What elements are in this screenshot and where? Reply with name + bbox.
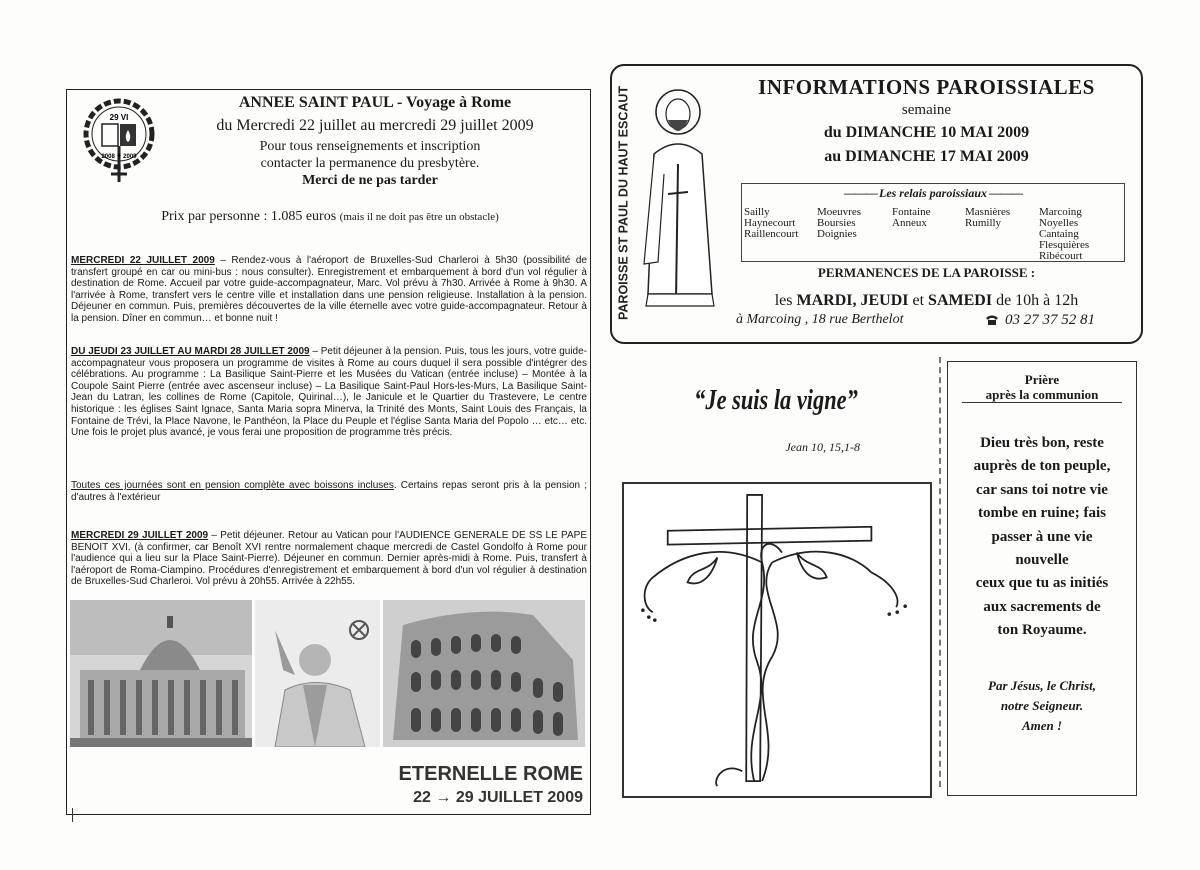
prayer-subtitle: après la communion	[985, 387, 1099, 402]
eternal-rome-dates: 22 → 29 JUILLET 2009	[413, 789, 583, 806]
village-column	[892, 207, 931, 229]
permanences-address: à Marcoing , 18 rue Berthelot	[736, 312, 904, 327]
price-text: Prix par personne : 1.085 euros	[161, 209, 337, 224]
day-label: DU JEUDI 23 JUILLET AU MARDI 28 JUILLET 2009	[71, 346, 310, 357]
perm-days-saturday: SAMEDI	[928, 292, 993, 309]
itinerary-day-1	[71, 255, 587, 325]
prayer-line: passer à une vie	[991, 528, 1093, 545]
prayer-line: ceux que tu as initiés	[975, 575, 1109, 592]
prayer-line: car sans toi notre vie	[976, 481, 1108, 498]
vine-quote: “Je suis la vigne”	[694, 385, 858, 416]
village: Haynecourt	[744, 217, 796, 229]
prayer-line: Dieu très bon, reste	[980, 435, 1104, 451]
village-column	[1039, 207, 1089, 262]
trip-urge: Merci de ne pas tarder	[302, 173, 438, 188]
village: Noyelles	[1039, 217, 1079, 229]
itinerary-days-2-7	[71, 346, 587, 439]
prayer-divider	[939, 357, 941, 787]
prayer-closing-line: Amen !	[1021, 718, 1063, 733]
village-column	[817, 207, 861, 240]
itinerary-meals-note	[71, 480, 587, 503]
perm-days-hours: de 10h à 12h	[992, 292, 1079, 309]
itinerary-day-8	[71, 530, 587, 588]
seal-text-top: 29 VI	[109, 113, 129, 122]
perm-days-prefix: les	[774, 292, 797, 309]
telephone-icon	[985, 314, 999, 325]
trip-info-line: contacter la permanence du presbytère.	[260, 156, 480, 171]
parish-name: PAROISSE ST PAUL DU HAUT ESCAUT	[616, 85, 631, 321]
info-date-from: du DIMANCHE 10 MAI 2009	[823, 124, 1030, 141]
colosseum-photo	[383, 600, 585, 747]
prayer-closing-line: Par Jésus, le Christ,	[988, 678, 1096, 693]
saint-paul-year-seal	[80, 94, 158, 186]
prayer-body	[950, 432, 1134, 643]
prayer-line: nouvelle	[1015, 552, 1069, 569]
village: Boursies	[817, 217, 856, 229]
trip-dates: du Mercredi 22 juillet au mercredi 29 juillet 2009	[216, 117, 534, 134]
saint-peter-basilica-photo	[70, 600, 252, 747]
day-label: MERCREDI 29 JUILLET 2009	[71, 530, 209, 541]
permanences-days	[720, 292, 1133, 310]
prayer-closing	[950, 676, 1134, 736]
permanences-title: PERMANENCES DE LA PAROISSE :	[817, 265, 1036, 280]
village: Moeuvres	[817, 206, 861, 218]
seal-text-bottom: 2008 ✝ 2009	[101, 154, 137, 160]
trip-price	[110, 209, 550, 225]
village: Cantaing	[1039, 228, 1079, 240]
village: Ribécourt	[1039, 250, 1083, 262]
vine-reference: Jean 10, 15,1-8	[785, 440, 860, 454]
village: Masnières	[965, 206, 1011, 218]
village: Rumilly	[965, 217, 1002, 229]
prayer-line: aux sacrements de	[983, 598, 1101, 615]
prayer-underline	[962, 402, 1122, 403]
phone-number: 03 27 37 52 81	[1005, 312, 1095, 328]
day-text: – Petit déjeuner à la pension. Puis, tous les jours, votre guide-accompagnateur vous proposera un programme de visites à Rome au cours duquel il sera possible d'intégrer des célébrations. Au programme : La Basilique Saint-Pierre et les Musées du Vatican (entrée incluse) – Montée à la Coupole Saint Pierre (entrée avec ascenseur incluse) – La Basilique Saint-Paul Hors-les-Murs, La Basilique Saint-Jean du Latran, les collines de Rome (Capitole, Quirinal…), le Janicule et le Quartier du Trastevere, Le centre historique : les églises Saint Ignace, Santa Maria sopra Minerva, la Trinité des Monts, Saint Louis des Français, la Fontaine de Trévi, la Place Navone, le Panthéon, la Place du Peuple et l'église Santa Maria del Popolo … etc… etc. Une fois le projet plus avancé, je vous ferai une proposition de programme très précis.	[71, 346, 587, 439]
perm-days-weekdays: MARDI, JEUDI	[796, 292, 909, 309]
panel-corner-mark	[72, 808, 73, 822]
day-label: Toutes ces journées sont en pension complète avec boissons incluses	[71, 480, 394, 491]
perm-days-mid: et	[908, 292, 929, 309]
village: Raillencourt	[744, 228, 799, 240]
pope-benedict-photo	[255, 600, 380, 747]
prayer-line: tombe en ruine; fais	[978, 505, 1106, 522]
trip-title: ANNEE SAINT PAUL - Voyage à Rome	[238, 94, 512, 111]
village: Fontaine	[892, 206, 931, 218]
village: Flesquières	[1039, 239, 1090, 251]
parish-vertical-label	[611, 78, 637, 328]
day-text: . Certains repas seront pris à la pension ; d'autres à l'extérieur	[71, 480, 587, 503]
info-title: INFORMATIONS PAROISSIALES	[758, 75, 1095, 99]
day-text: – Rendez-vous à l'aéroport de Bruxelles-Sud Charleroi à 5h30 (possibilité de transfert groupé en car ou mini-bus : nous consulter). Enregistrement et embarquement à bord d'un vol régulier à destination de Rome. Accueil par votre guide-accompagnateur, Marc. Vol prévu à 7h30. Arrivée à Rome à 9h30. A l'arrivée à Rome, transfert vers le centre ville et installation dans une pension religieuse. Installation à la pension. Déjeuner en commun. Puis, premières découvertes de la ville éternelle avec votre guide-accompagnateur. Retour à la pension. Dîner en commun… et bonne nuit !	[71, 255, 587, 324]
prayer-closing-line: notre Seigneur.	[1000, 698, 1084, 713]
day-text: – Petit déjeuner. Retour au Vatican pour l'AUDIENCE GENERALE DE SS LE PAPE BENOIT XVI. (à confirmer, car Benoît XVI rentre normalement chaque mercredi de Castel Gondolfo à Rome pour l'audience qui a lieu sur la Place Saint-Pierre). Déjeuner en commun. Dernier après-midi à Rome. Puis, transfert à l'aéroport de Roma-Ciampino. Procédures d'enregistrement et embarquement à bord d'un vol régulier à destination de Bruxelles-Sud Charleroi. Vol prévu à 20h55. Arrivée à 22h55.	[71, 530, 587, 588]
relais-title-text: Les relais paroissiaux	[878, 186, 987, 200]
prayer-line: auprès de ton peuple,	[973, 458, 1111, 475]
day-label: MERCREDI 22 JUILLET 2009	[71, 255, 215, 266]
saint-paul-figure	[640, 84, 720, 314]
relais-title: ——— Les relais paroissiaux ———	[843, 186, 1022, 200]
price-note: (mais il ne doit pas être un obstacle)	[339, 211, 499, 223]
prayer-title: Prière	[1024, 372, 1060, 387]
info-date-to: au DIMANCHE 17 MAI 2009	[824, 148, 1029, 165]
permanences-phone	[985, 312, 1135, 329]
village: Marcoing	[1039, 206, 1082, 218]
trip-info-line: Pour tous renseignements et inscription	[259, 139, 481, 154]
vine-cross-illustration	[622, 482, 932, 798]
prayer-line: ton Royaume.	[997, 622, 1087, 639]
village-column	[965, 207, 1010, 229]
village: Doignies	[817, 228, 857, 240]
info-week: semaine	[901, 102, 952, 118]
village: Anneux	[892, 217, 927, 229]
village: Sailly	[744, 206, 770, 218]
village-column	[744, 207, 798, 240]
eternal-rome-title: ETERNELLE ROME	[398, 763, 583, 785]
